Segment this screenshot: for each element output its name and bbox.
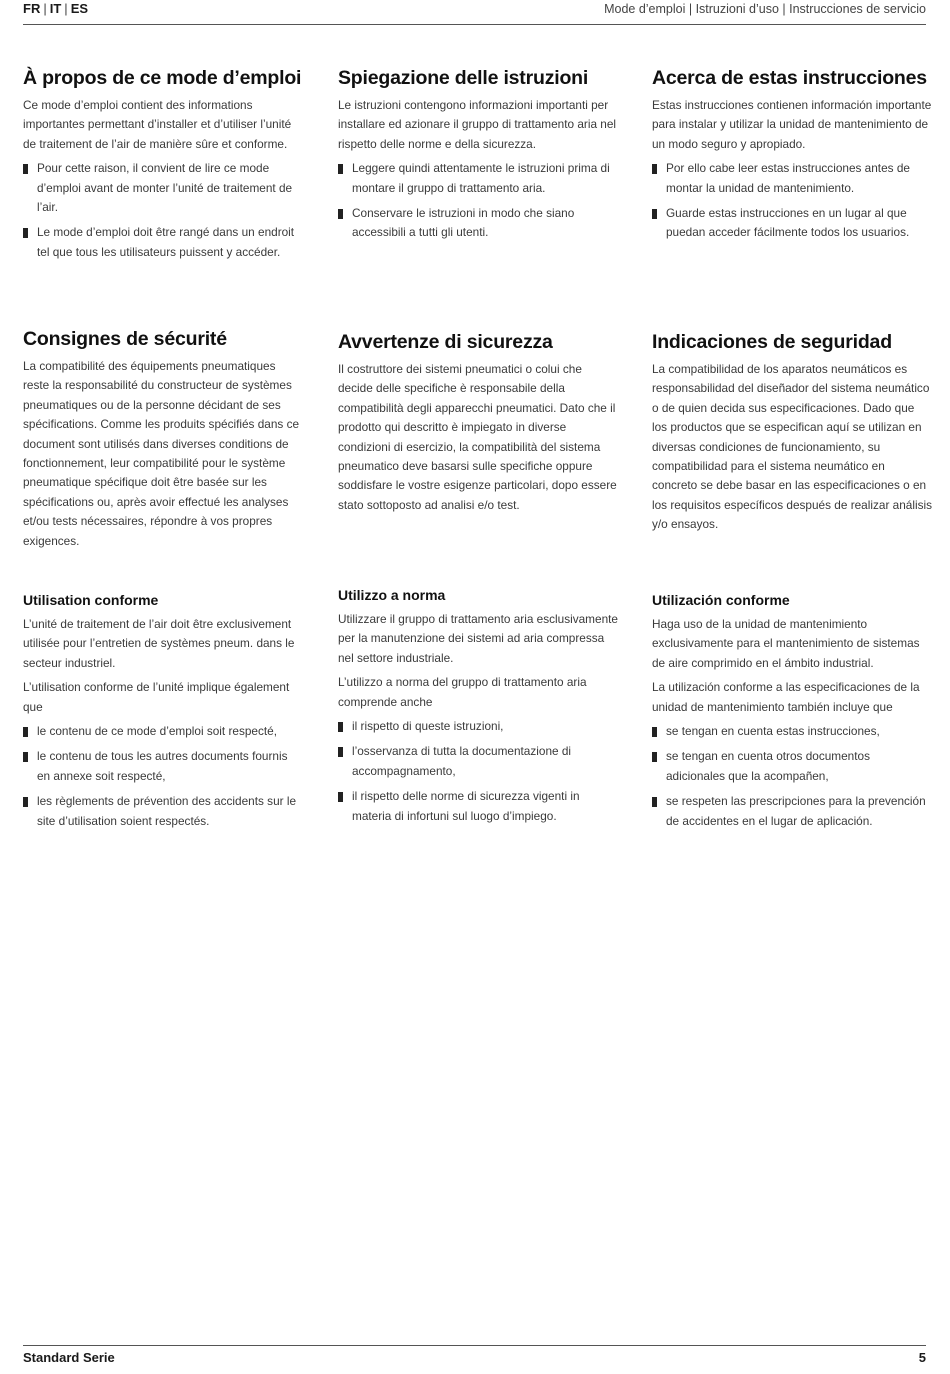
section-body: [23, 357, 303, 551]
bullet-item: [23, 747, 303, 786]
lang-fr: FR: [23, 1, 41, 16]
bullet-item: [23, 159, 303, 217]
body-paragraph: La compatibilité des équipements pneumatiques reste la responsabilité du constructeur de systèmes pneumatiques ou de la personne décidant de ses spécifications. Comme les produits spécifiés dans ce document sont utilisés dans diverses conditions de fonctionnement, leur compatibilité pour le système pneumatique spécifique doit être basée sur les spécifications ou, après avoir effectué les analyses et/ou tests nécessaires, répondre à vos propres exigences.: [23, 359, 300, 548]
square-bullet-icon: [23, 752, 28, 762]
bullet-item: [652, 204, 932, 243]
body-paragraph: Estas instrucciones contienen información importante para instalar y utilizar la unidad de mantenimiento de un modo seguro y apropiado.: [652, 98, 932, 151]
section-heading: Acerca de estas instrucciones: [652, 67, 927, 89]
bullet-list: [338, 717, 618, 826]
bullet-item: [23, 792, 303, 831]
bullet-text: se respeten las prescripciones para la prevención de accidentes en el lugar de aplicación.: [666, 794, 926, 828]
square-bullet-icon: [23, 164, 28, 174]
body-paragraph: La compatibilidad de los aparatos neumáticos es responsabilidad del diseñador del sistema neumático o de quien decida sus especificaciones. Dado que los productos que se especifican aquí se utilizan en diversas condiciones de funcionamiento, su compatibilidad para el sistema neumático en concreto se debe basar en las especificaciones o en los requisitos específicos después de realizar análisis y/o ensayos.: [652, 362, 932, 532]
bullet-text: il rispetto di queste istruzioni,: [352, 719, 504, 734]
bullet-text: se tengan en cuenta otros documentos adicionales que la acompañen,: [666, 749, 870, 783]
body-paragraph: Le istruzioni contengono informazioni importanti per installare ed azionare il gruppo di trattamento aria nel rispetto delle norme e della sicurezza.: [338, 98, 617, 151]
bullet-text: Pour cette raison, il convient de lire ce mode d’emploi avant de monter l’unité de traitement de l’air.: [37, 161, 293, 215]
about-section-fr: [23, 66, 303, 268]
usage-section-it: [338, 586, 618, 832]
safety-section-es: [652, 330, 932, 540]
bullet-text: il rispetto delle norme di sicurezza vigenti in materia di infortuni sul luogo d’impiego.: [352, 789, 580, 823]
square-bullet-icon: [23, 228, 28, 238]
lang-separator: |: [43, 1, 47, 16]
square-bullet-icon: [652, 752, 657, 762]
about-section-es: [652, 66, 932, 249]
safety-section-fr: [23, 327, 303, 556]
section-body: [338, 610, 618, 826]
lang-es: ES: [70, 1, 89, 16]
section-heading: Indicaciones de seguridad: [652, 331, 892, 353]
section-body: [23, 615, 303, 831]
page-footer: [23, 1345, 926, 1368]
lang-separator: |: [64, 1, 68, 16]
body-paragraph: Ce mode d’emploi contient des informations importantes permettant d’installer et d’utiliser l’unité de traitement de l’air de manière sûre et conforme.: [23, 98, 292, 151]
section-heading: Consignes de sécurité: [23, 328, 227, 350]
section-heading: Spiegazione delle istruzioni: [338, 67, 589, 89]
series-name: Standard Serie: [23, 1349, 115, 1365]
section-heading: Avvertenze di sicurezza: [338, 331, 553, 353]
bullet-item: [652, 792, 932, 831]
page-number: 5: [918, 1349, 926, 1365]
section-body: [338, 96, 618, 243]
safety-section-it: [338, 330, 618, 520]
section-body: [338, 360, 618, 515]
body-paragraph: Utilizzare il gruppo di trattamento aria esclusivamente per la manutenzione dei sistemi ad aria compressa nel settore industriale.: [338, 612, 618, 665]
square-bullet-icon: [23, 797, 28, 807]
body-paragraph: La utilización conforme a las especificaciones de la unidad de mantenimiento también incluye que: [652, 680, 920, 714]
bullet-item: [338, 742, 618, 781]
square-bullet-icon: [338, 792, 343, 802]
section-body: [23, 96, 303, 262]
bullet-list: [652, 159, 932, 243]
body-paragraph: Haga uso de la unidad de mantenimiento exclusivamente para el mantenimiento de sistemas de aire comprimido en el ámbito industrial.: [652, 617, 920, 670]
bullet-item: [338, 717, 618, 736]
square-bullet-icon: [338, 747, 343, 757]
document-title: Mode d’emploi | Istruzioni d’uso | Instrucciones de servicio: [604, 2, 926, 16]
bullet-text: les règlements de prévention des accidents sur le site d’utilisation soient respectés.: [37, 794, 297, 828]
bullet-item: [338, 787, 618, 826]
square-bullet-icon: [652, 209, 657, 219]
bullet-list: [652, 722, 932, 831]
bullet-text: le contenu de tous les autres documents fournis en annexe soit respecté,: [37, 749, 288, 783]
bullet-item: [23, 223, 303, 262]
bullet-text: Por ello cabe leer estas instrucciones antes de montar la unidad de mantenimiento.: [666, 161, 910, 195]
section-body: [652, 615, 932, 831]
bullet-text: l’osservanza di tutta la documentazione di accompagnamento,: [352, 744, 572, 778]
bullet-text: le contenu de ce mode d’emploi soit respecté,: [37, 724, 278, 739]
bullet-text: Guarde estas instrucciones en un lugar al que puedan acceder fácilmente todos los usuarios.: [666, 206, 910, 240]
bullet-list: [338, 159, 618, 243]
bullet-list: [23, 722, 303, 831]
language-codes: [23, 0, 88, 18]
section-body: [652, 96, 932, 243]
square-bullet-icon: [652, 164, 657, 174]
section-heading: À propos de ce mode d’emploi: [23, 67, 302, 89]
square-bullet-icon: [338, 164, 343, 174]
bullet-item: [23, 722, 303, 741]
bullet-item: [338, 204, 618, 243]
bullet-text: Le mode d’emploi doit être rangé dans un endroit tel que tous les utilisateurs puissent y accéder.: [37, 225, 295, 259]
bullet-item: [652, 159, 932, 198]
body-paragraph: L’unité de traitement de l’air doit être exclusivement utilisée pour l’entretien de systèmes pneum. dans le secteur industriel.: [23, 617, 295, 670]
square-bullet-icon: [652, 797, 657, 807]
bullet-text: se tengan en cuenta estas instrucciones,: [666, 724, 880, 739]
bullet-text: Leggere quindi attentamente le istruzioni prima di montare il gruppo di trattamento aria.: [352, 161, 610, 195]
section-heading: Utilización conforme: [652, 592, 790, 608]
section-heading: Utilisation conforme: [23, 592, 159, 608]
square-bullet-icon: [652, 727, 657, 737]
square-bullet-icon: [338, 209, 343, 219]
page-header: [23, 0, 926, 25]
bullet-item: [338, 159, 618, 198]
bullet-item: [652, 747, 932, 786]
usage-section-fr: [23, 591, 303, 837]
square-bullet-icon: [338, 722, 343, 732]
body-paragraph: Il costruttore dei sistemi pneumatici o colui che decide delle specifiche è responsabile della compatibilità degli apparecchi pneumatici. Dato che il prodotto qui descritto è impiegato in diverse condizioni di esercizio, la compatibilità del sistema pneumatico deve basarsi sulle specifiche oppure soddisfare le vostre esigenze particolari, dopo essere stato sottoposto ad analisi e/o test.: [338, 362, 617, 512]
bullet-text: Conservare le istruzioni in modo che siano accessibili a tutti gli utenti.: [352, 206, 575, 240]
body-paragraph: L’utilisation conforme de l’unité implique également que: [23, 680, 290, 714]
body-paragraph: L’utilizzo a norma del gruppo di trattamento aria comprende anche: [338, 675, 587, 709]
section-body: [652, 360, 932, 535]
square-bullet-icon: [23, 727, 28, 737]
lang-it: IT: [49, 1, 62, 16]
about-section-it: [338, 66, 618, 249]
usage-section-es: [652, 591, 932, 837]
section-heading: Utilizzo a norma: [338, 587, 446, 603]
bullet-list: [23, 159, 303, 262]
bullet-item: [652, 722, 932, 741]
